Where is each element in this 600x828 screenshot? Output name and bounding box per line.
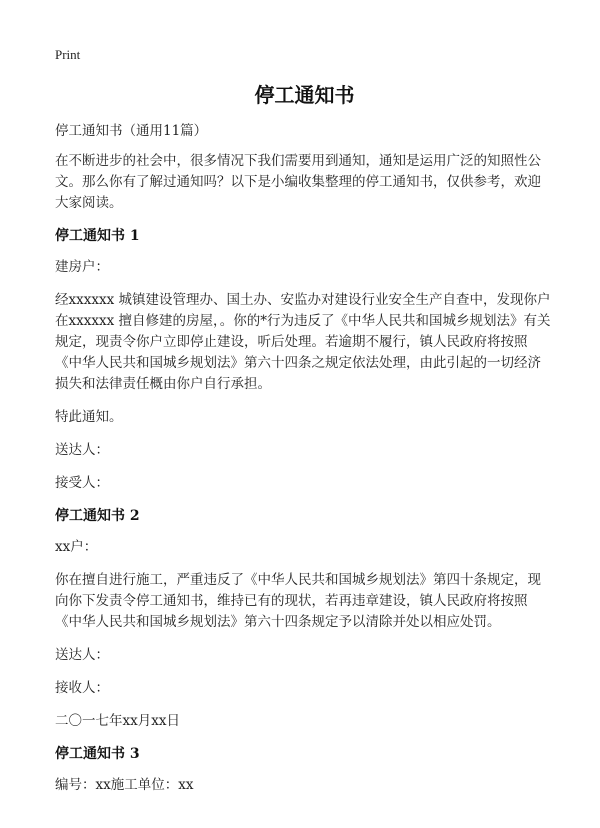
document-title: 停工通知书 (254, 83, 355, 107)
section-heading-3: 停工通知书 3 (55, 746, 140, 762)
section-1-recipient: 建房户： (55, 259, 109, 275)
section-1-receiver: 接受人： (55, 475, 109, 491)
section-1-body: 经xxxxxx 城镇建设管理办、国土办、安监办对建设行业安全生产自查中，发现你户在xxxxxx 擅自修建的房屋，。你的*行为违反了《中华人民共和国城乡规划法》有关规定，现责令你户立即停止建设，听后处理。若逾期不履行，镇人民政府将按照《中华人民共和国城乡规划法》第六十四条之规定依法处理，由此引起的一切经济损失和法律责任概由你户自行承担。 (55, 292, 551, 392)
section-2-receiver: 接收人： (55, 680, 109, 696)
section-2-recipient: xx户： (55, 539, 98, 555)
section-2-date: 二〇一七年xx月xx日 (55, 713, 180, 729)
section-heading-1: 停工通知书 1 (55, 228, 140, 244)
section-1-sender: 送达人： (55, 442, 109, 458)
intro-paragraph: 在不断进步的社会中，很多情况下我们需要用到通知，通知是运用广泛的知照性公文。那么你有了解过通知吗？以下是小编收集整理的停工通知书，仅供参考，欢迎大家阅读。 (55, 153, 541, 211)
section-3-number-line: 编号：xx施工单位：xx (55, 777, 194, 793)
section-2-body: 你在擅自进行施工，严重违反了《中华人民共和国城乡规划法》第四十条规定，现向你下发责令停工通知书，维持已有的现状，若再违章建设，镇人民政府将按照《中华人民共和国城乡规划法》第六十四条规定予以清除并处以相应处罚。 (55, 572, 541, 630)
document-subtitle: 停工通知书（通用11篇） (55, 123, 208, 139)
section-1-closing: 特此通知。 (55, 409, 123, 425)
section-heading-2: 停工通知书 2 (55, 508, 140, 524)
section-2-sender: 送达人： (55, 647, 109, 663)
print-link[interactable]: Print (55, 47, 81, 62)
